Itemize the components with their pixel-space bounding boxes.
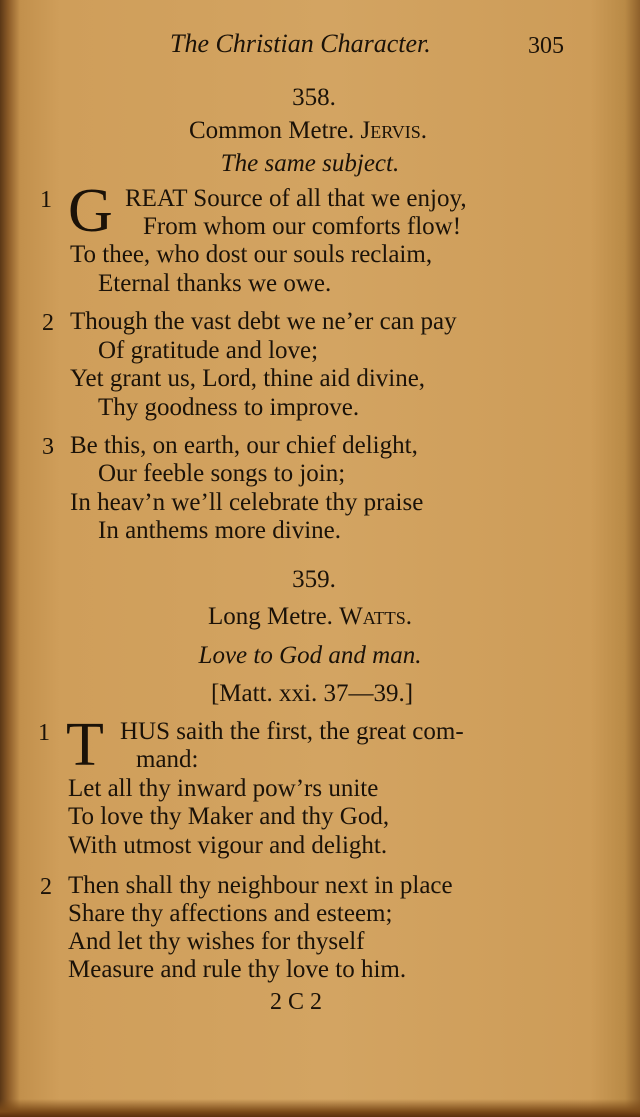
- tune-name: Watts.: [339, 603, 413, 630]
- verse-line: In anthems more divine.: [98, 517, 341, 544]
- verse-number: 1: [38, 720, 50, 746]
- hymn-number: 359.: [292, 566, 336, 593]
- verse-line: In heav’n we’ll celebrate thy praise: [70, 489, 424, 516]
- verse-line: Yet grant us, Lord, thine aid divine,: [70, 365, 426, 392]
- tune-name: Jervis.: [360, 117, 428, 144]
- verse-line: From whom our comforts flow!: [143, 213, 462, 240]
- hymn-number: 358.: [292, 84, 336, 111]
- verse-number: 1: [40, 187, 52, 213]
- verse-line: REAT Source of all that we enjoy,: [125, 185, 467, 212]
- verse-line: And let thy wishes for thyself: [68, 928, 365, 955]
- verse-line: To thee, who dost our souls reclaim,: [70, 241, 433, 268]
- verse-line: Thy goodness to improve.: [98, 394, 360, 421]
- hymn-subject: Love to God and man.: [198, 642, 422, 669]
- drop-cap: G: [68, 177, 113, 245]
- verse-line: Then shall thy neighbour next in place: [68, 872, 453, 899]
- verse-line: Though the vast debt we ne’er can pay: [70, 308, 457, 335]
- verse-number: 2: [42, 310, 54, 336]
- verse-line: To love thy Maker and thy God,: [68, 803, 390, 830]
- metre-name: Common Metre.: [188, 117, 355, 144]
- scripture-reference: [Matt. xxi. 37—39.]: [210, 680, 414, 707]
- verse-line: Measure and rule thy love to him.: [68, 956, 407, 983]
- metre-name: Long Metre.: [207, 603, 333, 630]
- running-head-title: The Christian Character.: [170, 29, 431, 58]
- page-number: 305: [528, 33, 564, 59]
- verse-line: mand:: [136, 746, 199, 773]
- verse-line: Eternal thanks we owe.: [98, 270, 332, 297]
- verse-number: 3: [42, 434, 54, 460]
- drop-cap: T: [66, 711, 104, 779]
- hymn-metre-line: [8, 117, 608, 145]
- verse-line: Be this, on earth, our chief delight,: [70, 432, 418, 459]
- hymn-metre-line: [10, 603, 610, 631]
- hymn-subject: The same subject.: [220, 150, 400, 177]
- verse-line: Our feeble songs to join;: [98, 460, 346, 487]
- verse-line: Share thy affections and esteem;: [68, 900, 393, 927]
- verse-line: With utmost vigour and delight.: [68, 832, 388, 859]
- verse-line: HUS saith the first, the great com-: [120, 718, 464, 745]
- signature-mark: 2 C 2: [270, 989, 323, 1015]
- verse-number: 2: [40, 874, 52, 900]
- verse-line: Let all thy inward pow’rs unite: [68, 775, 379, 802]
- verse-line: Of gratitude and love;: [98, 337, 319, 364]
